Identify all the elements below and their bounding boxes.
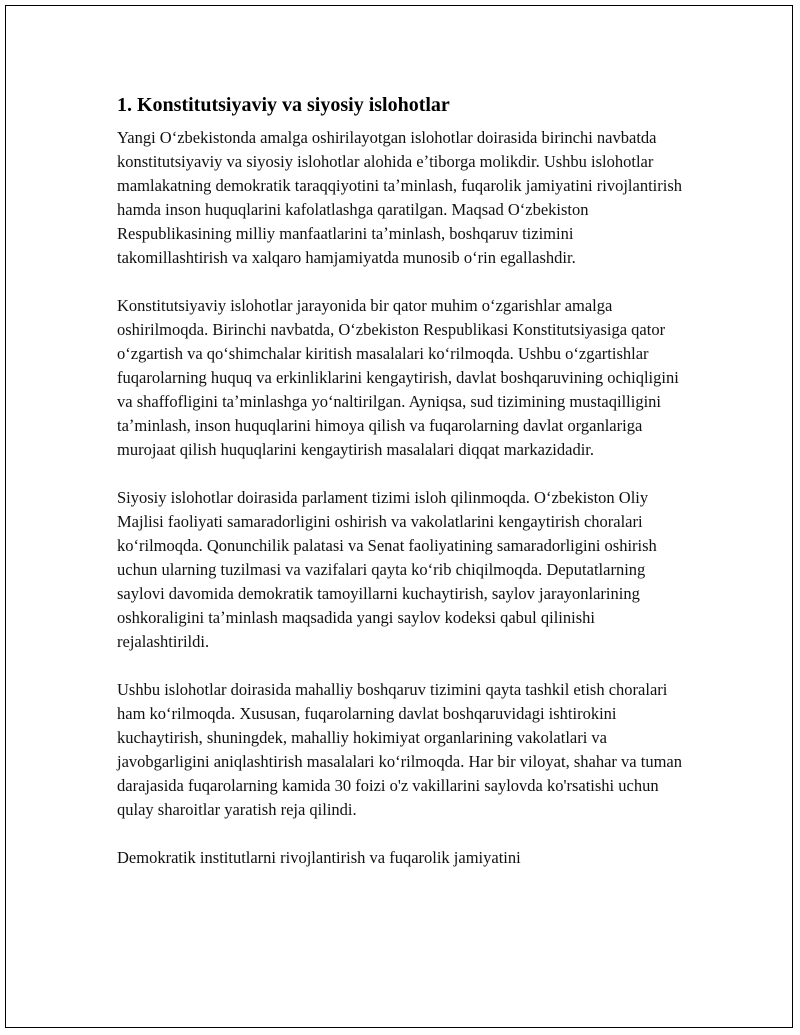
document-body [117,92,687,894]
section-heading: 1. Konstitutsiyaviy va siyosiy islohotlar [117,94,450,116]
paragraph-1: Yangi Oʻzbekistonda amalga oshirilayotgan islohotlar doirasida birinchi navbatda konstitutsiyaviy va siyosiy islohotlar alohida eʼtiborga molikdir. Ushbu islohotlar mamlakatning demokratik taraqqiyotini taʼminlash, fuqarolik jamiyatini rivojlantirish hamda inson huquqlarini kafolatlashga qaratilgan. Maqsad Oʻzbekiston Respublikasining milliy manfaatlarini taʼminlash, boshqaruv tizimini takomillashtirish va xalqaro hamjamiyatda munosib oʻrin egallashdir. [117,128,682,267]
paragraph-2: Konstitutsiyaviy islohotlar jarayonida bir qator muhim oʻzgarishlar amalga oshirilmoqda. Birinchi navbatda, Oʻzbekiston Respublikasi Konstitutsiyasiga qator oʻzgartish va qoʻshimchalar kiritish masalalari koʻrilmoqda. Ushbu oʻzgartishlar fuqarolarning huquq va erkinliklarini kengaytirish, davlat boshqaruvining ochiqligini va shaffofligini taʼminlashga yoʻnaltirilgan. Ayniqsa, sud tizimining mustaqilligini taʼminlash, inson huquqlarini himoya qilish va fuqarolarning davlat organlariga murojaat qilish huquqlarini kengaytirish masalalari diqqat markazidadir. [117,296,679,459]
paragraph-5: Demokratik institutlarni rivojlantirish va fuqarolik jamiyatini [117,848,521,867]
paragraph-3: Siyosiy islohotlar doirasida parlament tizimi isloh qilinmoqda. Oʻzbekiston Oliy Majlisi faoliyati samaradorligini oshirish va vakolatlarini kengaytirish choralari koʻrilmoqda. Qonunchilik palatasi va Senat faoliyatining samaradorligini oshirish uchun ularning tuzilmasi va vazifalari qayta koʻrib chiqilmoqda. Deputatlarning saylovi davomida demokratik tamoyillarni kuchaytirish, saylov jarayonlarining oshkoraligini taʼminlash maqsadida yangi saylov kodeksi qabul qilinishi rejalashtirildi. [117,488,657,651]
paragraph-4: Ushbu islohotlar doirasida mahalliy boshqaruv tizimini qayta tashkil etish choralari ham koʻrilmoqda. Xususan, fuqarolarning davlat boshqaruvidagi ishtirokini kuchaytirish, shuningdek, mahalliy hokimiyat organlarining vakolatlari va javobgarligini aniqlashtirish masalalari koʻrilmoqda. Har bir viloyat, shahar va tuman darajasida fuqarolarning kamida 30 foizi o'z vakillarini saylovda ko'rsatishi uchun qulay sharoitlar yaratish reja qilindi. [117,680,682,819]
